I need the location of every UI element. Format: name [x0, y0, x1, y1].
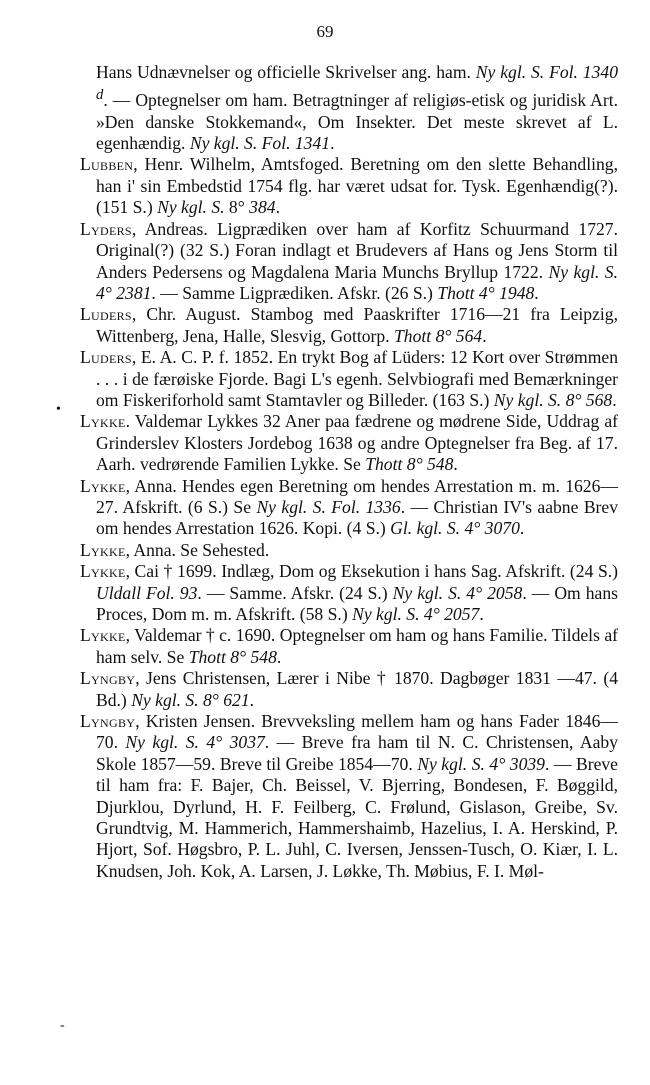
entry-text: . — [534, 282, 539, 303]
entry-text: . — Breve fra ham til N. C. Christensen, Aaby Skole 1857—59. Breve til Greibe 1854—70. — [96, 732, 618, 774]
entry-text: . — Christian IV's aabne Brev om hendes Arrestation 1626. Kopi. (4 S.) — [96, 496, 619, 539]
entry-text: . — [276, 646, 282, 667]
entry-text: . — Breve til ham fra: F. Bajer, Ch. Beissel, V. Bjerring, Bondesen, F. Bøggild, Djurklou, Dyrlund, H. F. Feilberg, C. Frølund, Gislason, Greibe, Sv. Grundtvig, M. Hammerich, Hammershaimb, Hazelius, I. A. Herskind, P. Hjort, Sof. Høgsbro, P. L. Juhl, C. Iversen, Jenssen-Tusch, O. Kiær, I. L. Knudsen, Joh. Kok, A. Larsen, J. Løkke, Th. Møbius, F. I. Møl- — [96, 753, 618, 881]
entry-text: . — [249, 689, 255, 710]
page-number: 69 — [316, 22, 334, 41]
collection-reference: Ny kgl. S. 4° 2058 — [392, 582, 523, 603]
entry-text: . — [479, 604, 484, 625]
register-entry — [80, 540, 618, 561]
collection-reference: Thott 8° 564 — [394, 325, 483, 346]
register-entries — [80, 62, 618, 882]
collection-reference: Ny kgl. S. Fol. 1336 — [256, 496, 401, 517]
entry-surname: Lyngby — [80, 711, 136, 732]
entry-surname: Lyders — [80, 218, 132, 239]
entry-text: . — [275, 197, 280, 218]
register-entry — [80, 219, 618, 305]
collection-reference: Gl. kgl. S. 4° 3070 — [390, 518, 520, 539]
collection-reference: Ny kgl. S. 4° 3037 — [125, 732, 265, 753]
entry-text: , Kristen Jensen. Brevveksling mellem ham og hans Fader 1846—70. — [96, 711, 618, 753]
register-entry — [80, 476, 618, 540]
entry-text: , Valdemar † c. 1690. Optegnelser om ham og hans Familie. Tildels af ham selv. Se — [96, 625, 618, 667]
collection-reference: Ny kgl. S. 8° 568 — [493, 389, 613, 410]
register-entry — [80, 711, 618, 882]
entry-text: Hans Udnævnelser og officielle Skrivelser ang. ham. — [96, 62, 476, 82]
collection-reference: Thott 8° 548 — [365, 454, 454, 475]
entry-text: , Anna. Hendes egen Beretning om hendes Arrestation m. m. 1626—27. Afskrift. (6 S.) Se — [96, 475, 618, 517]
register-entry — [80, 668, 618, 711]
collection-reference: Thott 8° 548 — [188, 646, 277, 667]
entry-text: . — [482, 325, 487, 346]
register-entry — [80, 347, 618, 411]
entry-text: . — [330, 133, 335, 154]
entry-surname: Lubben — [80, 154, 134, 175]
collection-reference: 384 — [249, 197, 276, 218]
entry-surname: Luders — [80, 304, 132, 325]
collection-reference: Ny kgl. S. — [157, 197, 225, 218]
collection-reference: Ny kgl. S. 4° 3039 — [417, 753, 545, 774]
entry-text: . — Om hans Proces, Dom m. m. Afskrift. (58 S.) — [96, 582, 618, 625]
entry-text: . — Samme. Afskr. (24 S.) — [197, 582, 393, 603]
margin-mark: • — [56, 402, 61, 417]
entry-text: , Henr. Wilhelm, Amtsfoged. Beretning om den slette Behandling, han i' sin Embedstid 1754 flg. har været udsat for. Tysk. Egenhændig(?). (151 S.) — [96, 154, 618, 218]
entry-text: . — Samme Ligprædiken. Afskr. (26 S.) — [151, 282, 438, 303]
collection-reference: Ny kgl. S. 8° 621 — [131, 689, 250, 710]
entry-text: 8° — [224, 197, 250, 218]
margin-mark: - — [60, 1018, 65, 1033]
entry-continuation — [80, 62, 618, 154]
entry-surname: Lykke — [80, 625, 126, 646]
superscript: d — [96, 87, 104, 104]
collection-reference: Ny kgl. S. Fol. 1340 — [475, 62, 618, 82]
collection-reference: Ny kgl. S. 4° 2381 — [96, 261, 618, 303]
entry-surname: Lykke — [80, 561, 126, 582]
entry-surname: Lyngby — [80, 668, 136, 689]
entry-text: , Anna. Se Sehested. — [125, 539, 270, 560]
collection-reference: Ny kgl. S. Fol. 1341 — [189, 133, 331, 154]
register-entry — [80, 154, 618, 218]
entry-text: . — [453, 454, 458, 475]
entry-text: . — [519, 518, 525, 539]
entry-text: , Jens Christensen, Lærer i Nibe † 1870. Dagbøger 1831 —47. (4 Bd.) — [96, 668, 618, 710]
entry-text: . — Optegnelser om ham. Betragtninger af religiøs-etisk og juridisk Art. »Den danske Stokkemand«, Om Insekter. Det meste skrevet af L. egenhændig. — [96, 90, 618, 154]
entry-surname: Lykke — [80, 539, 126, 560]
entry-surname: Luders — [80, 347, 132, 368]
register-entry — [80, 304, 618, 347]
entry-surname: Lykke — [80, 475, 126, 496]
entry-text: , Chr. August. Stambog med Paaskrifter 1716—21 fra Leipzig, Wittenberg, Jena, Halle, Slesvig, Gottorp. — [96, 304, 618, 346]
entry-surname: Lykke — [80, 411, 126, 432]
entry-text: . Valdemar Lykkes 32 Aner paa fædrene og mødrene Side, Uddrag af Grinderslev Klosters Jordebog 1638 og andre Optegnelser fra Beg. af 17. Aarh. vedrørende Familien Lykke. Se — [96, 411, 618, 475]
collection-reference: Thott 4° 1948 — [437, 282, 535, 303]
collection-reference: Ny kgl. S. 4° 2057 — [352, 604, 480, 625]
register-entry — [80, 625, 618, 668]
entry-text: , Andreas. Ligprædiken over ham af Korfitz Schuurmand 1727. Original(?) (32 S.) Foran indlagt et Brudevers af Hans og Jens Storm til Anders Pedersens og Magdalena Maria Munchs Bryllup 1722. — [96, 218, 618, 282]
entry-text: , Cai † 1699. Indlæg, Dom og Eksekution i hans Sag. Afskrift. (24 S.) — [125, 561, 618, 582]
entry-text: . — [612, 389, 617, 410]
register-entry — [80, 561, 618, 625]
register-entry — [80, 411, 618, 475]
collection-reference: Uldall Fol. 93 — [96, 582, 198, 603]
entry-text: , E. A. C. P. f. 1852. En trykt Bog af Lüders: 12 Kort over Strømmen . . . i de færøiske Fjorde. Bagi L's egenh. Selvbiografi med Bemærkninger om Fiskeriforhold samt Stamtavler og Billeder. (163 S.) — [96, 347, 618, 410]
